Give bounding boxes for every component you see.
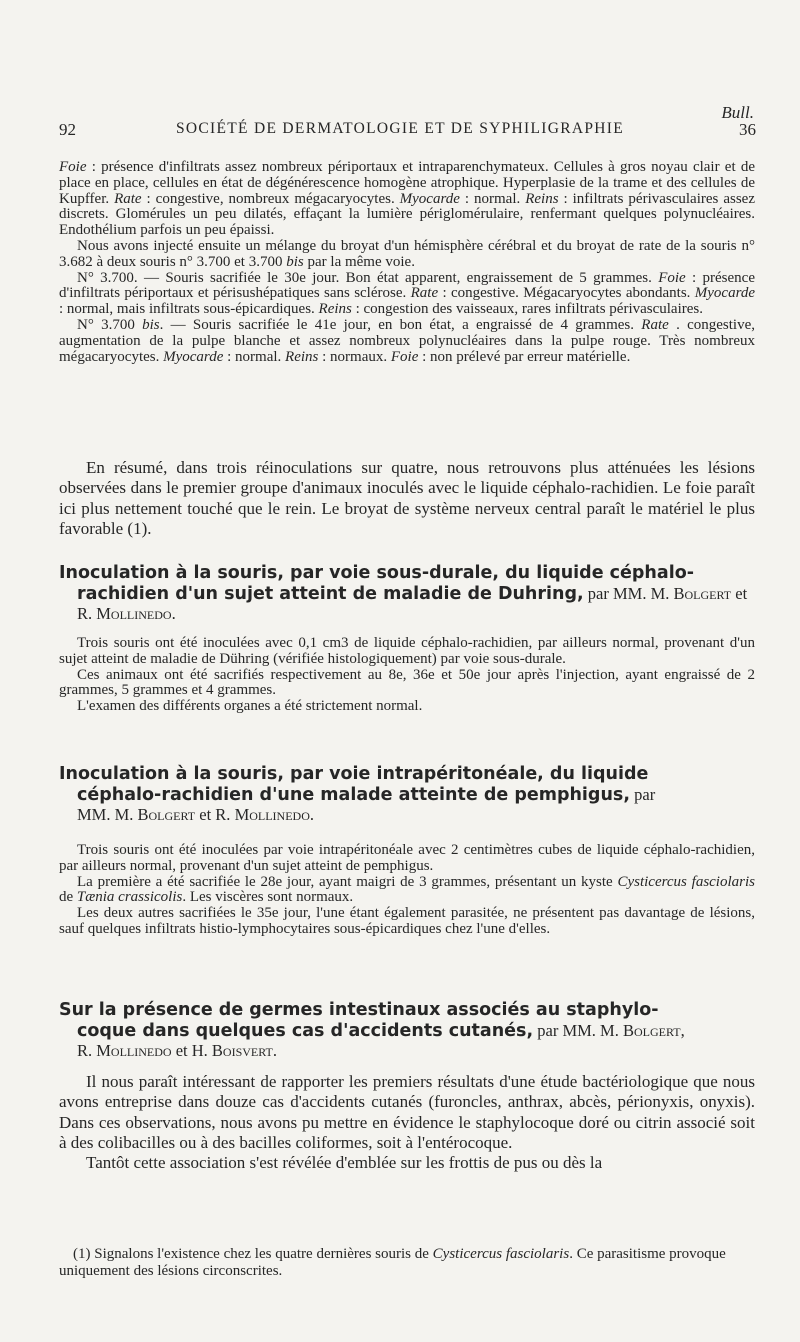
paragraph: Tantôt cette association s'est révélée d'emblée sur les frottis de pus ou dès la	[86, 1153, 603, 1173]
paragraph: N° 3.700 bis. — Souris sacrifiée le 41e jour, en bon état, a engraissé de 4 grammes. Rate . congestive, augmentation de la pulpe blanche et assez nombreux polynucléaires dans la pulpe rouge. Très nombreux mégacaryocytes. Myocarde : normal. Reins : normaux. Foie : non prélevé par erreur matérielle.	[59, 316, 755, 365]
heading-line: rachidien d'un sujet atteint de maladie de Duhring, par MM. M. Bolgert et R. Mollinedo.	[77, 583, 748, 623]
heading-line: Inoculation à la souris, par voie intrapéritonéale, du liquide	[59, 764, 649, 784]
paragraph: Trois souris ont été inoculées avec 0,1 cm3 de liquide céphalo-rachidien, par ailleurs normal, provenant d'un sujet atteint de maladie de Dühring (vérifiée histologiquement) par voie sous-durale.	[59, 635, 755, 667]
summary-block	[59, 458, 755, 539]
footnote	[59, 1246, 755, 1279]
paragraph: Foie : présence d'infiltrats assez nombreux périportaux et intraparenchymateux. Cellules à gros noyau clair et de place en place, cellules en état de dégénérescence homogène atrophique. Hyperplasie de la trame et des cellules de Kupffer. Rate : congestive, nombreux mégacaryocytes. Myocarde : normal. Reins : infiltrats périvasculaires assez discrets. Glomérules un peu dilatés, effaçant la lumière périglomérulaire, renfermant quelques polynucléaires. Endothélium parfois un peu épaissi.	[59, 159, 755, 239]
paragraph: Les deux autres sacrifiées le 35e jour, l'une étant également parasitée, ne présentent pas davantage de lésions, sauf quelques infiltrats histio-lymphocytaires sous-épicardiques chez l'une d'elles.	[59, 905, 755, 937]
heading-line: Sur la présence de germes intestinaux associés au staphylo-	[59, 1000, 659, 1020]
paragraph: Ces animaux ont été sacrifiés respectivement au 8e, 36e et 50e jour après l'injection, ayant engraissé de 2 grammes, 5 grammes et 4 grammes.	[59, 666, 755, 699]
journal-abbrev: Bull.	[721, 103, 754, 122]
paragraph: En résumé, dans trois réinoculations sur quatre, nous retrouvons plus atténuées les lésions observées dans le premier groupe d'animaux inoculés avec le liquide céphalo-rachidien. Le foie paraît ici plus nettement touché que le rein. Le broyat de système nerveux central paraît le matériel le plus favorable (1).	[59, 458, 755, 538]
running-title: SOCIÉTÉ DE DERMATOLOGIE ET DE SYPHILIGRAPHIE	[176, 120, 624, 137]
paragraph: L'examen des différents organes a été strictement normal.	[77, 698, 423, 715]
observation-block	[59, 160, 755, 365]
paragraph: La première a été sacrifiée le 28e jour, ayant maigri de 3 grammes, présentant un kyste Cysticercus fasciolaris de Tænia crassicolis. Les viscères sont normaux.	[59, 873, 755, 906]
paragraph: Il nous paraît intéressant de rapporter les premiers résultats d'une étude bactériologique que nous avons entreprise dans douze cas d'accidents cutanés (furoncles, anthrax, abcès, périonyxis, onyxis). Dans ces observations, nous avons pu mettre en évidence le staphylocoque doré ou citrin associé soit à des colibacilles ou à des bacilles coliformes, soit à l'entérocoque.	[59, 1072, 755, 1152]
footnote-text: (1) Signalons l'existence chez les quatre dernières souris de Cysticercus fasciolaris. Ce parasitisme provoque uniquement des lésions circonscrites.	[59, 1246, 726, 1279]
section-body	[59, 636, 755, 715]
paragraph: Nous avons injecté ensuite un mélange du broyat d'un hémisphère cérébral et du broyat de rate de la souris n° 3.682 à deux souris n° 3.700 et 3.700 bis par la même voie.	[59, 237, 755, 270]
heading-line: R. Mollinedo et H. Boisvert.	[77, 1041, 277, 1060]
paragraph: N° 3.700. — Souris sacrifiée le 30e jour. Bon état apparent, engraissement de 5 grammes. Foie : présence d'infiltrats périportaux et périsushépatiques sans sclérose. Rate : congestive. Mégacaryocytes abondants. Myocarde : normal, mais infiltrats sous-épicardiques. Reins : congestion des vaisseaux, rares infiltrats périvasculaires.	[59, 269, 756, 318]
volume-number: 36	[739, 120, 756, 139]
heading-line: MM. M. Bolgert et R. Mollinedo.	[77, 805, 315, 824]
section-body	[59, 843, 755, 938]
page-number: 92	[59, 120, 76, 139]
section-body	[59, 1072, 755, 1173]
heading-line: Inoculation à la souris, par voie sous-durale, du liquide céphalo-	[59, 563, 694, 583]
section-heading	[59, 563, 755, 625]
section-heading	[59, 764, 755, 826]
heading-line: coque dans quelques cas d'accidents cutanés, par MM. M. Bolgert,	[77, 1020, 685, 1041]
paragraph: Trois souris ont été inoculées par voie intrapéritonéale avec 2 centimètres cubes de liquide céphalo-rachidien, par ailleurs normal, provenant d'un sujet atteint de pemphigus.	[59, 842, 755, 874]
section-heading	[59, 1000, 755, 1062]
heading-line: céphalo-rachidien d'une malade atteinte de pemphigus, par	[77, 784, 656, 805]
